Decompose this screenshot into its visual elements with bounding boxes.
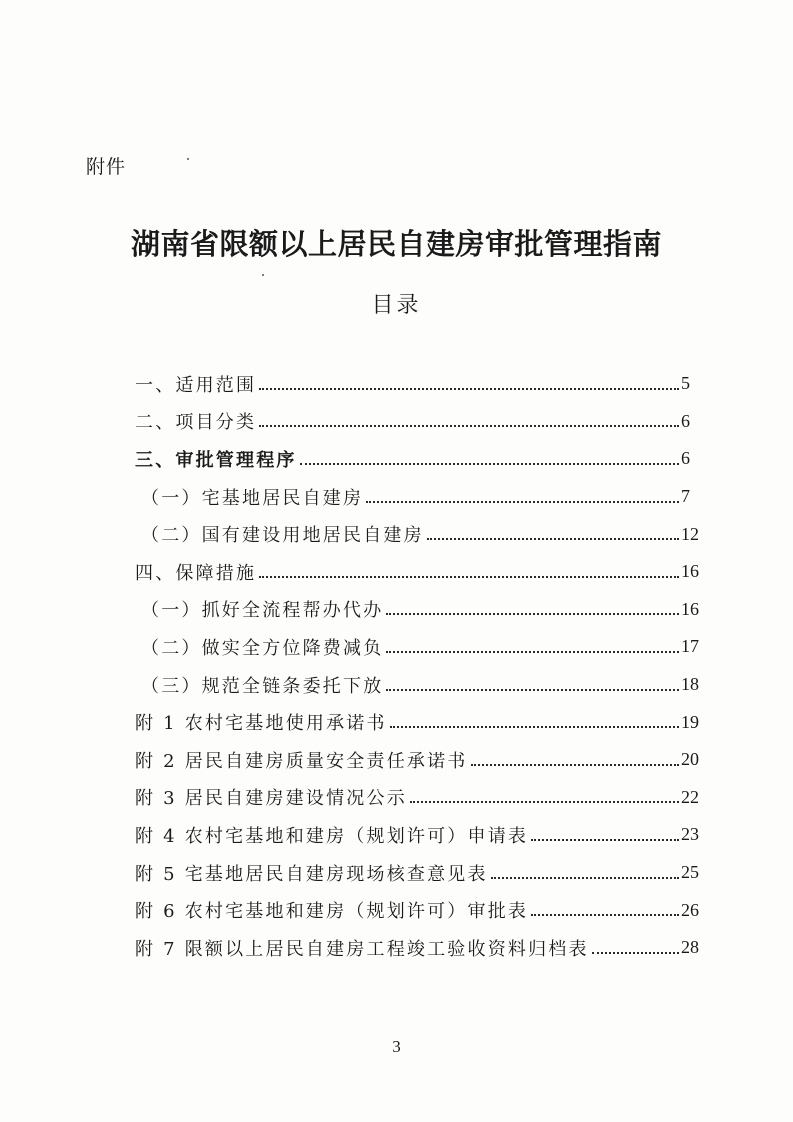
- toc-entry-page: 6: [681, 448, 690, 469]
- toc-entry-title: 附 1 农村宅基地使用承诺书: [135, 713, 387, 735]
- toc-dot-leader: [259, 388, 679, 390]
- toc-dot-leader: [390, 726, 679, 728]
- toc-entry-title: 附 3 居民自建房建设情况公示: [135, 788, 407, 810]
- toc-entry-page: 23: [681, 824, 699, 845]
- toc-entry-page: 5: [681, 373, 690, 394]
- toc-entry-page: 12: [681, 523, 699, 544]
- attachment-label: 附件: [86, 156, 127, 178]
- scan-speck: [262, 274, 264, 276]
- toc-entry-page: 17: [681, 636, 699, 657]
- toc-dot-leader: [386, 651, 679, 653]
- toc-entry[interactable]: [0, 779, 793, 817]
- toc-entry[interactable]: [0, 403, 793, 441]
- toc-entry-page: 18: [681, 674, 699, 695]
- toc-entry[interactable]: [0, 929, 793, 967]
- toc-dot-leader: [531, 914, 679, 916]
- toc-dot-leader: [592, 952, 679, 954]
- table-of-contents: [0, 365, 793, 967]
- toc-entry-title: （二）国有建设用地居民自建房: [141, 525, 424, 547]
- toc-entry[interactable]: [0, 440, 793, 478]
- toc-entry-title: 附 4 农村宅基地和建房（规划许可）申请表: [135, 825, 529, 847]
- toc-entry[interactable]: [0, 703, 793, 741]
- toc-entry[interactable]: [0, 365, 793, 403]
- toc-dot-leader: [259, 576, 679, 578]
- toc-entry-page: 28: [681, 937, 699, 958]
- toc-dot-leader: [386, 613, 679, 615]
- toc-dot-leader: [471, 764, 680, 766]
- toc-dot-leader: [300, 463, 679, 465]
- toc-entry[interactable]: [0, 591, 793, 629]
- toc-entry-page: 25: [681, 862, 699, 883]
- toc-entry-title: 一、适用范围: [135, 374, 257, 396]
- toc-entry[interactable]: [0, 741, 793, 779]
- toc-entry-page: 16: [681, 561, 699, 582]
- toc-entry-page: 16: [681, 598, 699, 619]
- toc-entry-title: （一）宅基地居民自建房: [141, 487, 364, 509]
- document-title: 湖南省限额以上居民自建房审批管理指南: [130, 227, 662, 261]
- toc-entry-title: 附 6 农村宅基地和建房（规划许可）审批表: [135, 901, 529, 923]
- toc-entry-title: （二）做实全方位降费减负: [141, 637, 384, 659]
- toc-entry-title: （三）规范全链条委托下放: [141, 675, 384, 697]
- toc-entry-page: 6: [681, 410, 690, 431]
- toc-entry[interactable]: [0, 515, 793, 553]
- toc-entry-page: 22: [681, 786, 699, 807]
- toc-entry-page: 7: [681, 486, 690, 507]
- toc-entry-title: 四、保障措施: [135, 562, 257, 584]
- toc-entry[interactable]: [0, 553, 793, 591]
- toc-entry[interactable]: [0, 891, 793, 929]
- toc-entry[interactable]: [0, 478, 793, 516]
- toc-entry-title: 二、项目分类: [135, 412, 257, 434]
- toc-entry-title: 附 7 限额以上居民自建房工程竣工验收资料归档表: [135, 938, 589, 960]
- toc-dot-leader: [427, 538, 679, 540]
- toc-dot-leader: [259, 425, 679, 427]
- toc-entry-title: 附 5 宅基地居民自建房现场核查意见表: [135, 863, 488, 885]
- toc-dot-leader: [366, 501, 679, 503]
- toc-dot-leader: [410, 801, 679, 803]
- toc-entry[interactable]: [0, 628, 793, 666]
- toc-entry[interactable]: [0, 816, 793, 854]
- toc-heading: 目录: [371, 293, 422, 318]
- toc-entry-page: 20: [681, 749, 699, 770]
- page-number: 3: [392, 1037, 401, 1056]
- toc-entry-title: 附 2 居民自建房质量安全责任承诺书: [135, 750, 468, 772]
- toc-entry-page: 19: [681, 711, 699, 732]
- toc-dot-leader: [386, 689, 679, 691]
- toc-dot-leader: [491, 877, 679, 879]
- toc-dot-leader: [531, 839, 679, 841]
- toc-entry[interactable]: [0, 854, 793, 892]
- toc-entry[interactable]: [0, 666, 793, 704]
- scan-speck: [187, 158, 189, 160]
- toc-entry-title: （一）抓好全流程帮办代办: [141, 600, 384, 622]
- toc-entry-title: 三、审批管理程序: [135, 449, 297, 471]
- toc-entry-page: 26: [681, 899, 699, 920]
